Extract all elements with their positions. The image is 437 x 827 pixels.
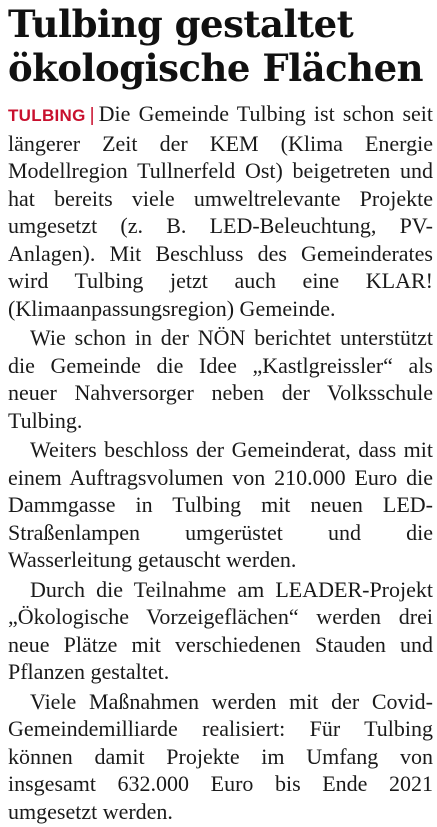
article-paragraph: Durch die Teilnahme am LEADER-Projekt „Ökologische Vorzeigeflächen“ werden drei neue Plätze mit verschiedenen Stauden und Pflanzen gestaltet.: [8, 576, 433, 684]
headline-line-1: Tulbing gestaltet: [8, 2, 354, 46]
headline-line-2: ökologische Flächen: [8, 46, 424, 90]
article-body: [8, 100, 433, 825]
article-paragraph: Viele Maßnahmen werden mit der Covid-Gemeindemilliarde realisiert: Für Tulbing können damit Projekte im Umfang von insgesamt 632.000 Euro bis Ende 2021 umgesetzt werden.: [8, 688, 433, 824]
news-article: [8, 0, 433, 827]
article-paragraph: Wie schon in der NÖN berichtet unterstützt die Gemeinde die Idee „Kastlgreissler“ als neuer Nahversorger neben der Volksschule Tulbing.: [8, 325, 433, 433]
dateline: TULBING: [8, 106, 86, 125]
paragraph-text: Die Gemeinde Tulbing ist schon seit längerer Zeit der KEM (Klima Energie Modellregion Tullnerfeld Ost) beigetreten und hat bereits viele umweltrelevante Projekte umgesetzt (z. B. LED-Beleuchtung, PV-Anlagen). Mit Beschluss des Gemeinderates wird Tulbing jetzt auch eine KLAR! (Klimaanpassungsregion) Gemeinde.: [8, 101, 433, 321]
article-headline: [8, 0, 433, 90]
dateline-separator: |: [89, 105, 95, 126]
article-paragraph: Weiters beschloss der Gemeinderat, dass mit einem Auftragsvolumen von 210.000 Euro die Dammgasse in Tulbing mit neuen LED-Straßenlampen umgerüstet und die Wasserleitung getauscht werden.: [8, 437, 433, 572]
article-paragraph: [8, 100, 433, 322]
